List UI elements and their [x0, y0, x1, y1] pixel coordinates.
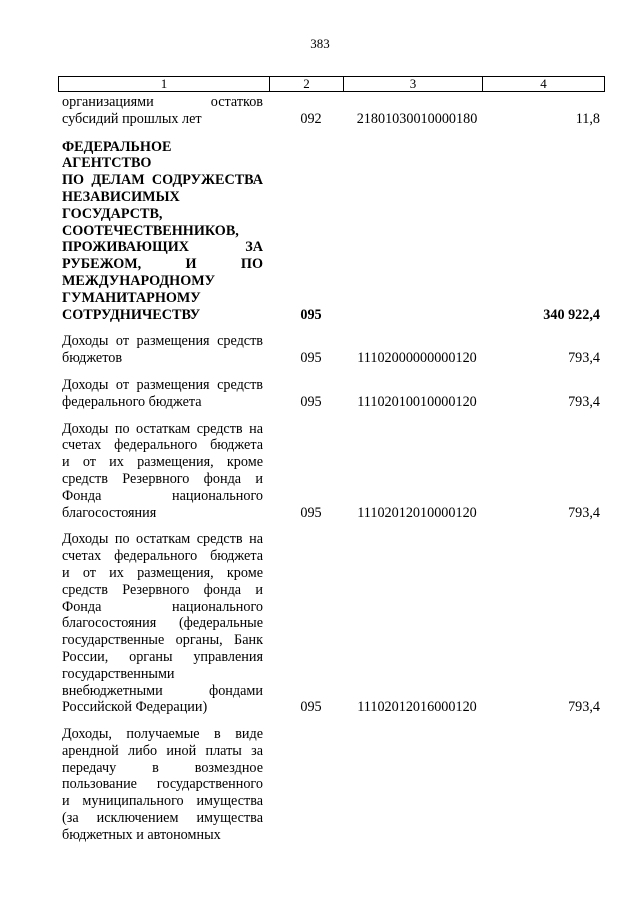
income-item-name-line: и от их размещения, кроме [62, 454, 263, 471]
amount-value: 340 922,4 [543, 306, 600, 323]
income-item-name-line: организациями остатков [62, 94, 263, 110]
income-item-name [62, 726, 263, 844]
income-item-name-line: Доходы по остаткам средств на [62, 531, 263, 548]
income-item-name-line: федерального бюджета [62, 393, 202, 410]
column-header-row [59, 77, 605, 92]
income-item-name-line: благосостояния (федеральные [62, 615, 263, 632]
income-item-name-line: бюджетов [62, 350, 123, 367]
income-item-name-line: Российской Федерации) [62, 699, 208, 716]
income-item-name [62, 377, 263, 411]
income-item-name-line: Фонда национального [62, 598, 263, 615]
income-item-name-line: благосостояния [62, 504, 157, 521]
income-item-name-line: счетах федерального бюджета [62, 548, 263, 565]
income-item-name-line: ГОСУДАРСТВ, [62, 205, 163, 222]
income-item-name-line: ГУМАНИТАРНОМУ [62, 289, 201, 306]
income-item-name-line: Фонда национального [62, 487, 263, 504]
table-row [62, 421, 602, 522]
column-header-4: 4 [483, 77, 605, 92]
income-item-name-line: средств Резервного фонда и [62, 581, 263, 598]
income-item-name-line: РУБЕЖОМ, И ПО [62, 256, 263, 273]
income-item-name-line: и от их размещения, кроме [62, 564, 263, 581]
income-item-name-line: ПО ДЕЛАМ СОДРУЖЕСТВА [62, 172, 263, 189]
administrator-code: 095 [300, 504, 322, 521]
income-item-name [62, 531, 263, 716]
income-item-name-line: России, органы управления [62, 648, 263, 665]
budget-table-body [62, 94, 602, 854]
income-item-name-line: передачу в возмездное [62, 759, 263, 776]
income-item-name-line: НЕЗАВИСИМЫХ [62, 188, 180, 205]
administrator-code: 095 [300, 306, 322, 323]
income-item-name-line: ПРОЖИВАЮЩИХ ЗА [62, 239, 263, 256]
table-row [62, 333, 602, 367]
budget-classification-code: 11102012010000120 [357, 504, 477, 521]
amount-value: 793,4 [568, 504, 600, 521]
income-item-name-line: средств Резервного фонда и [62, 470, 263, 487]
income-item-name-line: Доходы по остаткам средств на [62, 420, 263, 437]
income-item-name-line: бюджетных и автономных [62, 826, 221, 843]
amount-value: 11,8 [575, 110, 600, 127]
table-row [62, 139, 602, 324]
column-header-2: 2 [270, 77, 344, 92]
column-header-table [58, 76, 605, 92]
column-header-3: 3 [344, 77, 483, 92]
income-item-name-line: СООТЕЧЕСТВЕННИКОВ, [62, 222, 239, 239]
income-item-name-line: ФЕДЕРАЛЬНОЕ АГЕНТСТВО [62, 138, 172, 172]
table-row [62, 726, 602, 844]
budget-classification-code: 11102000000000120 [357, 350, 477, 367]
table-row [62, 531, 602, 716]
income-item-name-line: государственными [62, 665, 175, 682]
administrator-code: 092 [300, 110, 322, 127]
income-item-name [62, 139, 263, 324]
administrator-code: 095 [300, 699, 322, 716]
income-item-name-line: счетах федерального бюджета [62, 437, 263, 454]
administrator-code: 095 [300, 393, 322, 410]
income-item-name-line: субсидий прошлых лет [62, 110, 202, 127]
income-item-name-line: (за исключением имущества [62, 810, 263, 827]
amount-value: 793,4 [568, 393, 600, 410]
income-item-name-line: Доходы от размещения средств [62, 376, 263, 393]
budget-classification-code: 21801030010000180 [356, 110, 478, 127]
administrator-code: 095 [300, 350, 322, 367]
budget-classification-code: 11102010010000120 [357, 393, 477, 410]
table-row [62, 94, 602, 128]
income-item-name [62, 421, 263, 522]
amount-value: 793,4 [568, 699, 600, 716]
income-item-name-line: СОТРУДНИЧЕСТВУ [62, 306, 201, 323]
income-item-name [62, 94, 263, 128]
column-header-1: 1 [59, 77, 270, 92]
amount-value: 793,4 [568, 350, 600, 367]
page-number: 383 [310, 36, 330, 51]
income-item-name [62, 333, 263, 367]
income-item-name-line: Доходы от размещения средств [62, 333, 263, 350]
table-row [62, 377, 602, 411]
income-item-name-line: внебюджетными фондами [62, 682, 263, 699]
budget-classification-code: 11102012016000120 [357, 699, 477, 716]
income-item-name-line: и муниципального имущества [62, 793, 263, 810]
income-item-name-line: арендной либо иной платы за [62, 742, 263, 759]
income-item-name-line: пользование государственного [62, 776, 263, 793]
income-item-name-line: государственные органы, Банк [62, 632, 263, 649]
income-item-name-line: МЕЖДУНАРОДНОМУ [62, 272, 216, 289]
income-item-name-line: Доходы, получаемые в виде [62, 726, 263, 743]
